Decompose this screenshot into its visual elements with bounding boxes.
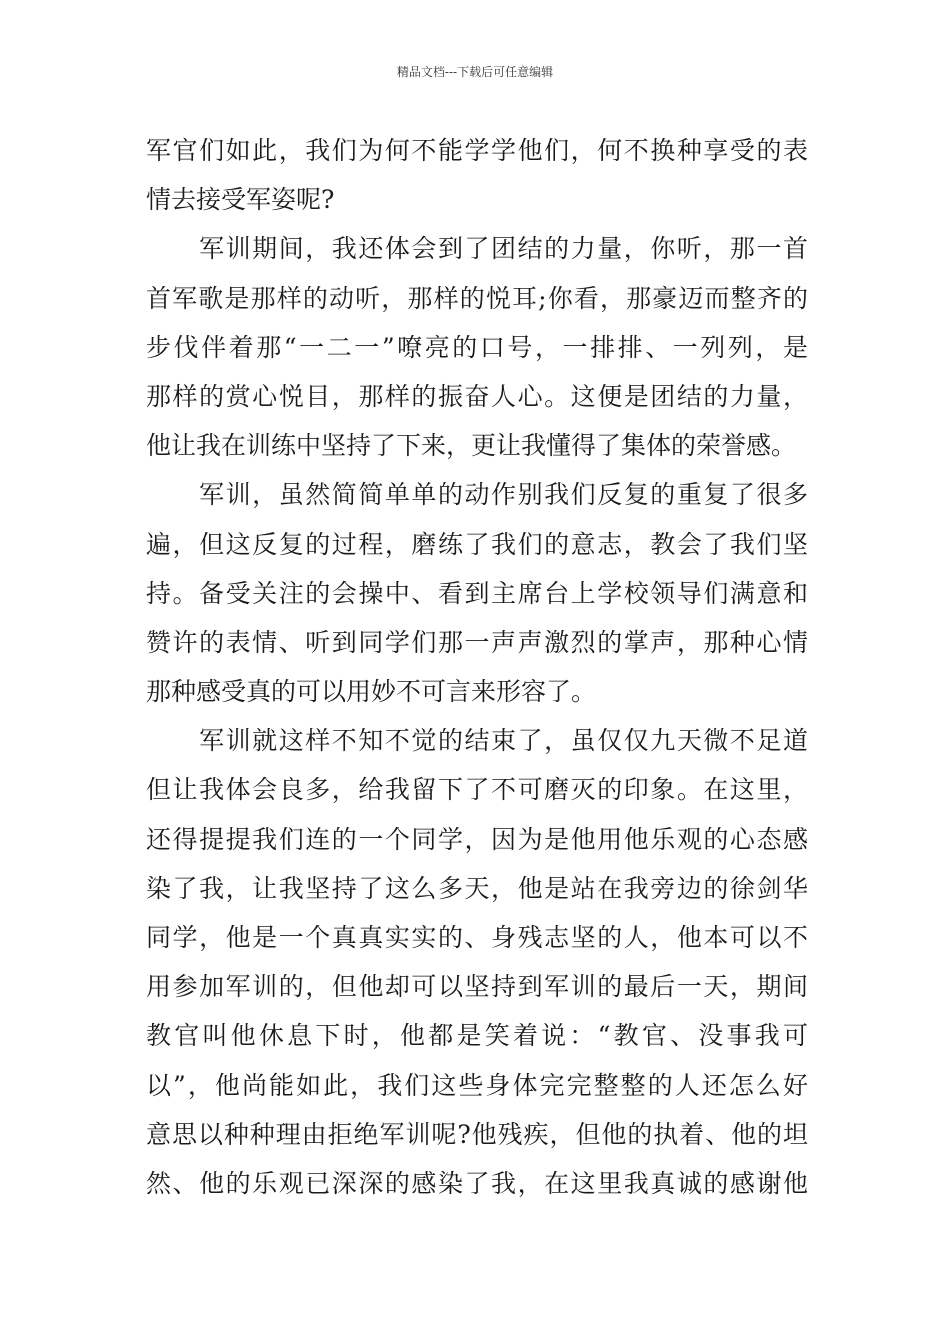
page-header: 精品文档---下载后可任意编辑 <box>396 65 554 79</box>
text-line: 以”，他尚能如此，我们这些身体完完整整的人还怎么好 <box>146 1070 808 1100</box>
text-line: 赞许的表情、听到同学们那一声声激烈的掌声，那种心情 <box>146 627 808 657</box>
text-line: 遍，但这反复的过程，磨练了我们的意志，教会了我们坚 <box>146 529 808 559</box>
text-line: 但让我体会良多，给我留下了不可磨灭的印象。在这里， <box>146 775 808 805</box>
text-line: 步伐伴着那“一二一”嘹亮的口号，一排排、一列列，是 <box>146 332 808 362</box>
text-line: 那种感受真的可以用妙不可言来形容了。 <box>146 677 597 707</box>
text-line: 军训期间，我还体会到了团结的力量，你听，那一首 <box>146 234 808 264</box>
text-line: 那样的赏心悦目，那样的振奋人心。这便是团结的力量， <box>146 381 808 411</box>
text-line: 教官叫他休息下时，他都是笑着说：“教官、没事我可 <box>146 1021 808 1051</box>
text-line: 染了我，让我坚持了这么多天，他是站在我旁边的徐剑华 <box>146 873 808 903</box>
text-line: 用参加军训的，但他却可以坚持到军训的最后一天，期间 <box>146 972 808 1002</box>
text-line: 持。备受关注的会操中、看到主席台上学校领导们满意和 <box>146 578 808 608</box>
text-line: 还得提提我们连的一个同学，因为是他用他乐观的心态感 <box>146 824 808 854</box>
text-line: 然、他的乐观已深深的感染了我，在这里我真诚的感谢他 <box>146 1168 808 1198</box>
text-line: 军训，虽然简简单单的动作别我们反复的重复了很多 <box>146 480 808 510</box>
text-line: 首军歌是那样的动听，那样的悦耳;你看，那豪迈而整齐的 <box>146 283 808 313</box>
text-line: 他让我在训练中坚持了下来，更让我懂得了集体的荣誉感。 <box>146 431 797 461</box>
text-line: 军官们如此，我们为何不能学学他们，何不换种享受的表 <box>146 136 808 165</box>
text-line: 情去接受军姿呢? <box>146 185 335 215</box>
text-line: 同学，他是一个真真实实的、身残志坚的人，他本可以不 <box>146 923 808 952</box>
text-line: 意思以种种理由拒绝军训呢?他残疾，但他的执着、他的坦 <box>146 1119 808 1149</box>
body-text <box>146 126 808 1208</box>
text-line: 军训就这样不知不觉的结束了，虽仅仅九天微不足道 <box>146 726 808 756</box>
